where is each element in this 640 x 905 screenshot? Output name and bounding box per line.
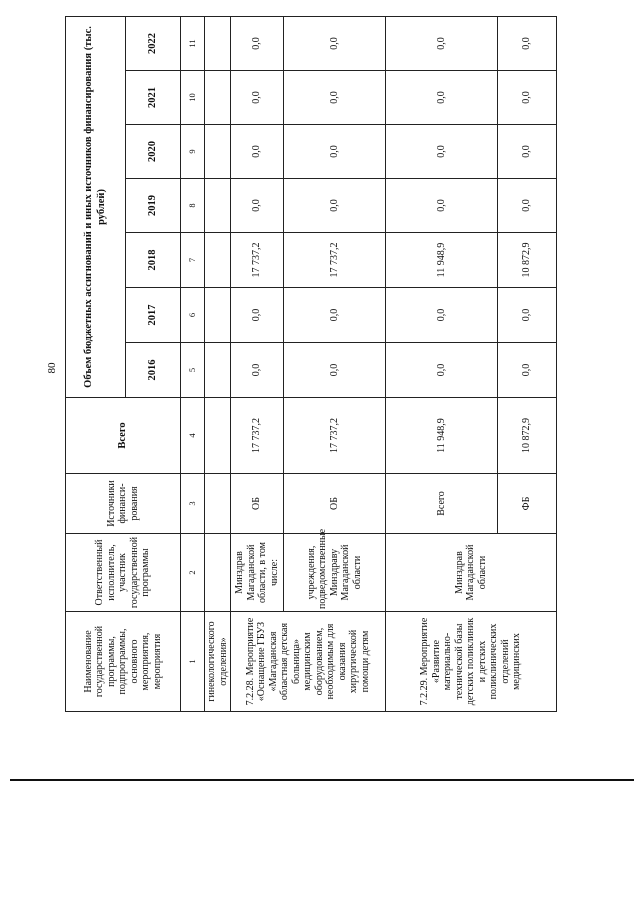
row-value: 0,0	[231, 16, 284, 70]
header-year: 2021	[126, 71, 181, 125]
budget-table-area	[65, 17, 556, 712]
header-volume: Объем бюджетных ассигнований и иных источников финансирования (тыс. рублей)	[66, 16, 126, 397]
row-value	[205, 179, 231, 233]
column-number: 2	[181, 534, 205, 612]
row-value: 0,0	[284, 71, 386, 125]
header-total: Всего	[66, 398, 181, 474]
row-value: 0,0	[231, 71, 284, 125]
row-value: 0,0	[284, 179, 386, 233]
column-number: 10	[181, 71, 205, 125]
row-value: 0,0	[386, 71, 498, 125]
row-source: ОБ	[231, 474, 284, 534]
column-number: 8	[181, 179, 205, 233]
row-value: 0,0	[386, 343, 498, 398]
row-name: 7.2.28. Мероприятие «Оснащение ГБУЗ «Магаданская областная детская больница» медицинским оборудованием, необходимым для оказания хирургической помощи детям	[231, 612, 386, 712]
row-value: 0,0	[231, 125, 284, 179]
header-source: Источники финанси-рования	[66, 474, 181, 534]
row-value: 0,0	[231, 288, 284, 343]
column-number: 9	[181, 125, 205, 179]
header-executor: Ответственный исполнитель, участник государственной программы	[66, 534, 181, 612]
row-total: 17 737,2	[231, 398, 284, 474]
row-value: 0,0	[386, 125, 498, 179]
row-executor: Минздрав Магаданской области	[386, 534, 557, 612]
row-value	[205, 288, 231, 343]
rotated-table-frame	[65, 17, 556, 712]
row-value: 0,0	[386, 16, 498, 70]
row-value: 11 948,9	[386, 233, 498, 288]
row-total: 17 737,2	[284, 398, 386, 474]
column-number-row	[181, 16, 205, 711]
row-source: ОБ	[284, 474, 386, 534]
header-year: 2019	[126, 179, 181, 233]
row-value: 0,0	[386, 179, 498, 233]
row-value: 17 737,2	[231, 233, 284, 288]
column-number: 3	[181, 474, 205, 534]
row-total: 10 872,9	[498, 398, 557, 474]
row-name: 7.2.29. Мероприятие «Развитие материально-технической базы детских поликлиник и детских поликлинических отделений медицинских	[386, 612, 557, 712]
header-year: 2017	[126, 288, 181, 343]
column-number: 11	[181, 16, 205, 70]
row-total	[205, 398, 231, 474]
column-number: 6	[181, 288, 205, 343]
row-value: 0,0	[231, 343, 284, 398]
row-value: 0,0	[284, 288, 386, 343]
row-value: 0,0	[284, 343, 386, 398]
row-value	[205, 71, 231, 125]
table-row	[284, 16, 386, 711]
header-year: 2020	[126, 125, 181, 179]
header-name: Наименование государственной программы, подпрограммы, основного мероприятия, мероприятия	[66, 612, 181, 712]
budget-table	[65, 16, 557, 712]
row-value: 0,0	[498, 125, 557, 179]
column-number: 4	[181, 398, 205, 474]
row-value: 0,0	[284, 125, 386, 179]
row-value: 0,0	[386, 288, 498, 343]
header-year: 2022	[126, 16, 181, 70]
table-row	[386, 16, 498, 711]
row-value: 0,0	[498, 71, 557, 125]
row-executor: учреждения, подведомственные Минздраву Магаданской области	[284, 534, 386, 612]
row-name: гинекологического отделения»	[205, 612, 231, 712]
row-value	[205, 233, 231, 288]
row-value	[205, 343, 231, 398]
header-year: 2018	[126, 233, 181, 288]
row-source: Всего	[386, 474, 498, 534]
column-number: 1	[181, 612, 205, 712]
table-row	[205, 16, 231, 711]
page-number: 80	[46, 362, 58, 374]
row-value: 0,0	[231, 179, 284, 233]
row-source	[205, 474, 231, 534]
row-source: ФБ	[498, 474, 557, 534]
row-value: 17 737,2	[284, 233, 386, 288]
row-executor: Минздрав Магаданской области, в том числе:	[231, 534, 284, 612]
column-number: 7	[181, 233, 205, 288]
page-divider-line	[10, 779, 634, 781]
table-row	[231, 16, 284, 711]
row-value	[205, 16, 231, 70]
row-value	[205, 125, 231, 179]
column-number: 5	[181, 343, 205, 398]
row-executor	[205, 534, 231, 612]
row-value: 0,0	[498, 16, 557, 70]
row-value: 0,0	[284, 16, 386, 70]
row-value: 0,0	[498, 179, 557, 233]
header-row-top	[66, 16, 126, 711]
row-value: 0,0	[498, 288, 557, 343]
row-value: 0,0	[498, 343, 557, 398]
row-value: 10 872,9	[498, 233, 557, 288]
row-total: 11 948,9	[386, 398, 498, 474]
header-year: 2016	[126, 343, 181, 398]
